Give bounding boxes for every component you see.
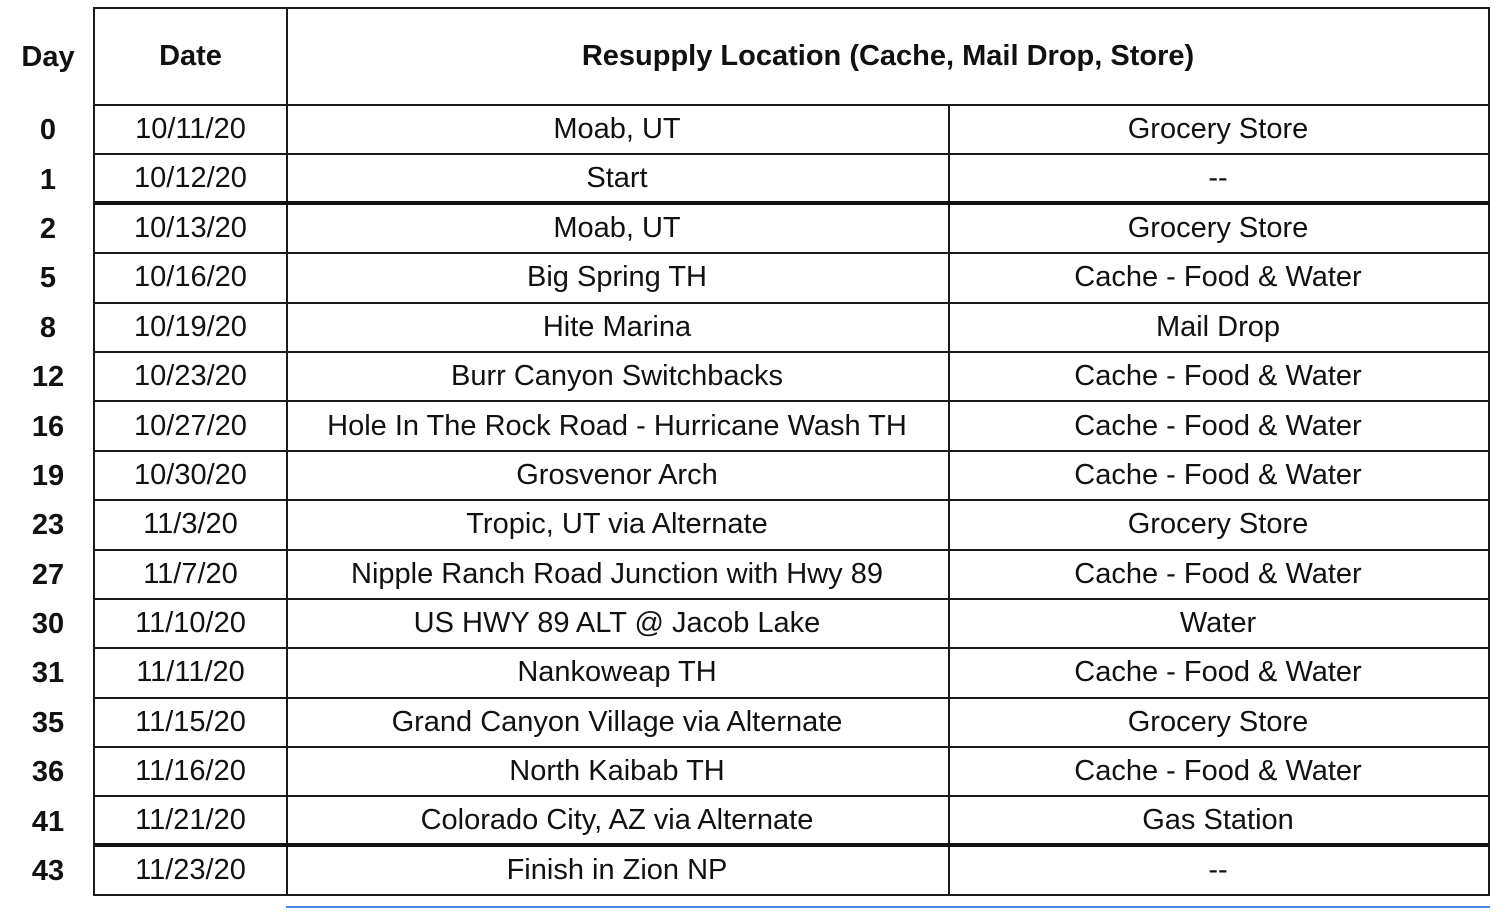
cell-resupply-type[interactable]: -- — [948, 847, 1490, 896]
table-row — [0, 600, 1506, 649]
cell-day[interactable]: 12 — [31, 361, 65, 394]
cell-date[interactable]: 10/12/20 — [93, 155, 288, 204]
cell-resupply-type[interactable]: Grocery Store — [948, 501, 1490, 550]
table-row — [0, 254, 1506, 303]
table-row — [0, 501, 1506, 550]
cell-resupply-type[interactable]: -- — [948, 155, 1490, 204]
cell-date[interactable]: 10/16/20 — [93, 254, 288, 303]
cell-location[interactable]: Moab, UT — [286, 106, 950, 155]
cell-date[interactable]: 10/30/20 — [93, 452, 288, 501]
cell-day[interactable]: 30 — [31, 608, 65, 641]
cell-resupply-type[interactable]: Cache - Food & Water — [948, 254, 1490, 303]
cell-location[interactable]: Hite Marina — [286, 304, 950, 353]
header-row — [93, 7, 1490, 106]
cell-day[interactable]: 41 — [31, 805, 65, 838]
cell-location[interactable]: Nipple Ranch Road Junction with Hwy 89 — [286, 551, 950, 600]
cell-resupply-type[interactable]: Cache - Food & Water — [948, 402, 1490, 451]
cell-day[interactable]: 31 — [31, 657, 65, 690]
cell-day[interactable]: 36 — [31, 756, 65, 789]
cell-location[interactable]: Big Spring TH — [286, 254, 950, 303]
table-row — [0, 748, 1506, 797]
table-row — [0, 353, 1506, 402]
cell-date[interactable]: 10/23/20 — [93, 353, 288, 402]
cell-day[interactable]: 1 — [39, 163, 57, 196]
header-resupply: Resupply Location (Cache, Mail Drop, Store) — [581, 40, 1195, 72]
cell-location[interactable]: Finish in Zion NP — [286, 847, 950, 896]
cell-resupply-type[interactable]: Grocery Store — [948, 205, 1490, 254]
cell-location[interactable]: Grosvenor Arch — [286, 452, 950, 501]
table-body — [0, 106, 1506, 896]
table-row — [0, 304, 1506, 353]
cell-day[interactable]: 16 — [31, 410, 65, 443]
cell-day[interactable]: 43 — [31, 855, 65, 888]
cell-resupply-type[interactable]: Grocery Store — [948, 106, 1490, 155]
cell-location[interactable]: Tropic, UT via Alternate — [286, 501, 950, 550]
cell-resupply-type[interactable]: Cache - Food & Water — [948, 748, 1490, 797]
cell-location[interactable]: Grand Canyon Village via Alternate — [286, 699, 950, 748]
cell-resupply-type[interactable]: Cache - Food & Water — [948, 452, 1490, 501]
cell-day[interactable]: 2 — [39, 212, 57, 245]
cell-day[interactable]: 8 — [39, 311, 57, 344]
cell-date[interactable]: 11/11/20 — [93, 649, 288, 698]
cell-resupply-type[interactable]: Cache - Food & Water — [948, 551, 1490, 600]
cell-date[interactable]: 11/10/20 — [93, 600, 288, 649]
cell-day[interactable]: 0 — [39, 114, 57, 147]
cell-resupply-type[interactable]: Cache - Food & Water — [948, 353, 1490, 402]
cell-resupply-type[interactable]: Gas Station — [948, 797, 1490, 846]
cell-resupply-type[interactable]: Water — [948, 600, 1490, 649]
cell-resupply-type[interactable]: Mail Drop — [948, 304, 1490, 353]
header-date: Date — [95, 9, 288, 104]
cell-resupply-type[interactable]: Grocery Store — [948, 699, 1490, 748]
cell-day[interactable]: 23 — [31, 509, 65, 542]
cell-selection-border — [286, 906, 1490, 908]
cell-day[interactable]: 19 — [31, 459, 65, 492]
cell-location[interactable]: North Kaibab TH — [286, 748, 950, 797]
cell-date[interactable]: 10/13/20 — [93, 205, 288, 254]
table-row — [0, 797, 1506, 846]
table-row — [0, 649, 1506, 698]
cell-location[interactable]: Burr Canyon Switchbacks — [286, 353, 950, 402]
cell-date[interactable]: 11/7/20 — [93, 551, 288, 600]
cell-location[interactable]: Nankoweap TH — [286, 649, 950, 698]
table-row — [0, 551, 1506, 600]
cell-day[interactable]: 5 — [39, 262, 57, 295]
cell-date[interactable]: 11/23/20 — [93, 847, 288, 896]
cell-resupply-type[interactable]: Cache - Food & Water — [948, 649, 1490, 698]
cell-location[interactable]: Start — [286, 155, 950, 204]
table-row — [0, 452, 1506, 501]
cell-location[interactable]: Moab, UT — [286, 205, 950, 254]
cell-date[interactable]: 10/11/20 — [93, 106, 288, 155]
cell-date[interactable]: 10/27/20 — [93, 402, 288, 451]
table-row — [0, 205, 1506, 254]
cell-date[interactable]: 11/3/20 — [93, 501, 288, 550]
header-day: Day — [21, 40, 75, 73]
cell-location[interactable]: US HWY 89 ALT @ Jacob Lake — [286, 600, 950, 649]
cell-day[interactable]: 27 — [31, 558, 65, 591]
cell-location[interactable]: Hole In The Rock Road - Hurricane Wash TH — [286, 402, 950, 451]
cell-date[interactable]: 11/21/20 — [93, 797, 288, 846]
cell-day[interactable]: 35 — [31, 706, 65, 739]
table-row — [0, 847, 1506, 896]
table-row — [0, 402, 1506, 451]
table-row — [0, 106, 1506, 155]
cell-date[interactable]: 11/16/20 — [93, 748, 288, 797]
cell-date[interactable]: 10/19/20 — [93, 304, 288, 353]
table-row — [0, 155, 1506, 204]
cell-location[interactable]: Colorado City, AZ via Alternate — [286, 797, 950, 846]
cell-date[interactable]: 11/15/20 — [93, 699, 288, 748]
table-row — [0, 699, 1506, 748]
